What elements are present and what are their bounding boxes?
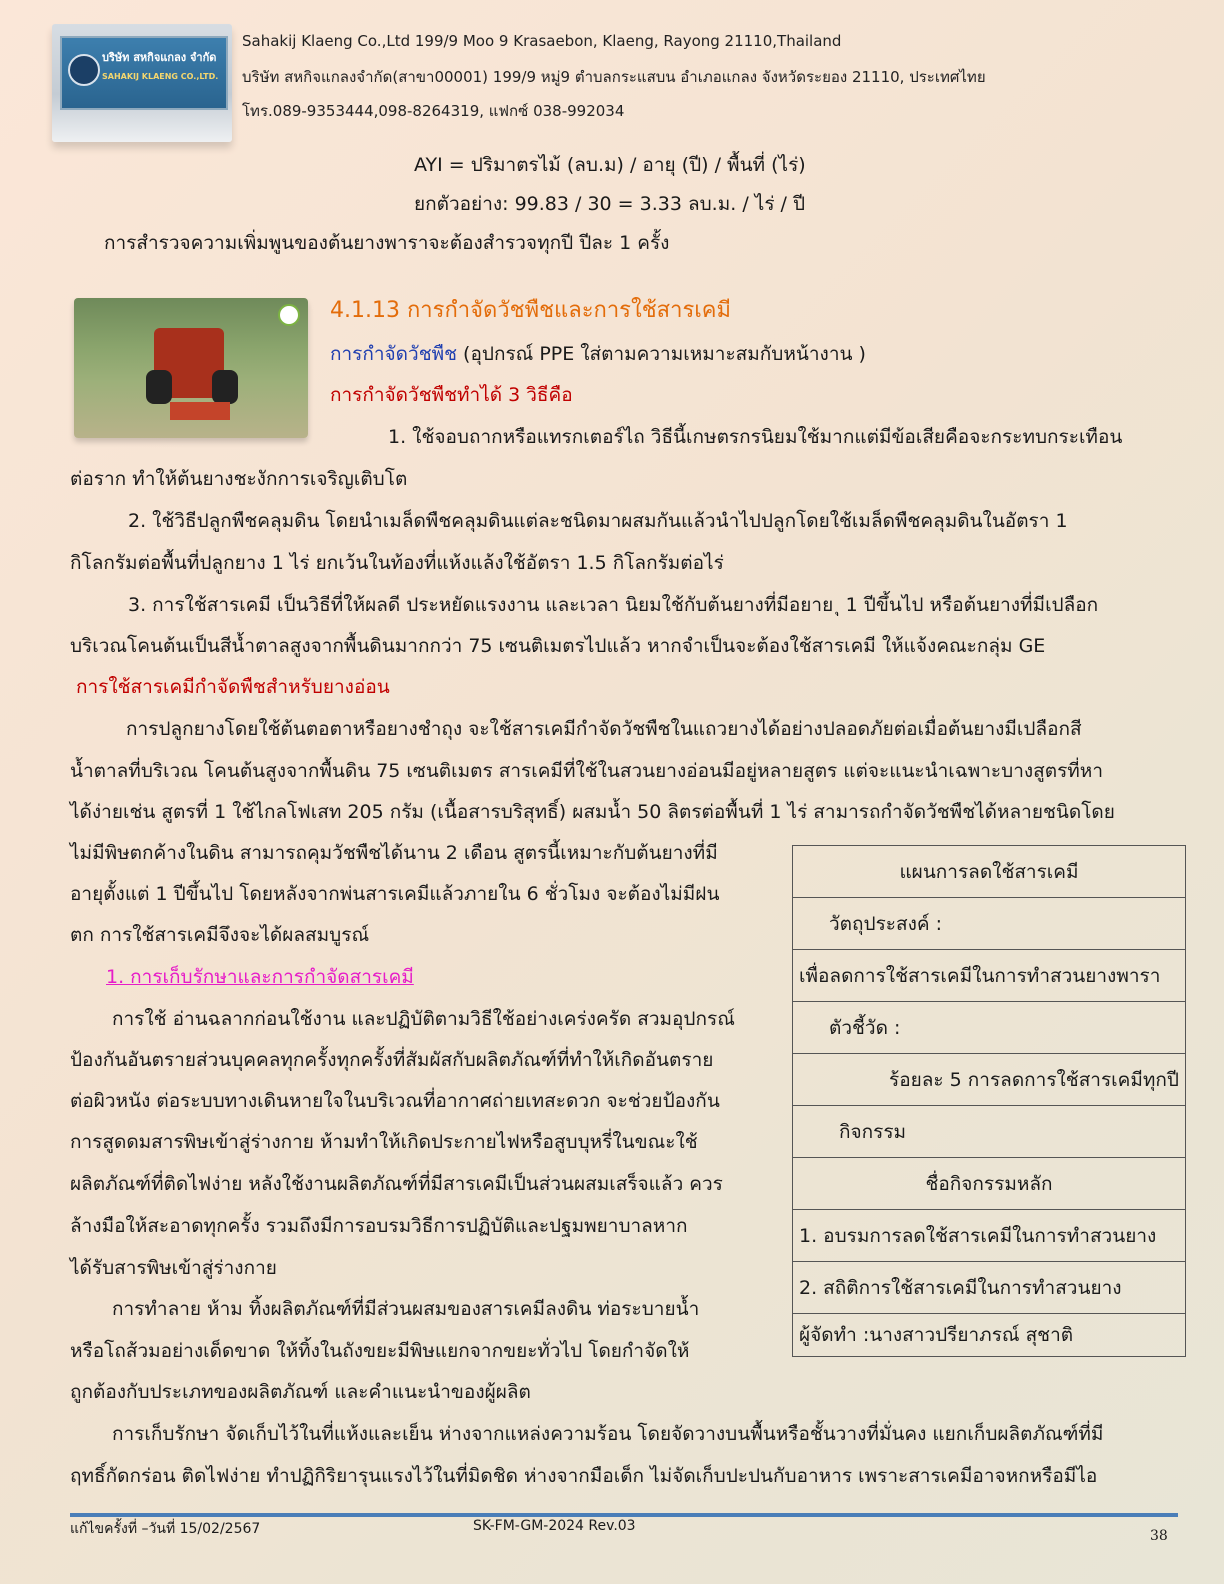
use-para-line-6: ล้างมือให้สะอาดทุกครั้ง รวมถึงมีการอบรมวิธีการปฏิบัติและปฐมพยาบาลหาก bbox=[70, 1215, 688, 1237]
young-rubber-heading: การใช้สารเคมีกำจัดพืชสำหรับยางอ่อน bbox=[76, 676, 390, 698]
table-row bbox=[793, 1262, 1186, 1314]
objective-value: เพื่อลดการใช้สารเคมีในการทำสวนยางพารา bbox=[793, 950, 1186, 1002]
objective-label: วัตถุประสงค์ : bbox=[793, 898, 1186, 950]
weed-control-label: การกำจัดวัชพืช bbox=[330, 343, 458, 365]
table-row bbox=[793, 1158, 1186, 1210]
company-sign bbox=[60, 36, 228, 110]
mower-attachment bbox=[170, 402, 230, 420]
keeping-line-2: ฤทธิ์กัดกร่อน ติดไฟง่าย ทำปฏิกิริยารุนแรงไว้ในที่มิดชิด ห่างจากมือเด็ก ไม่จัดเก็บปะปนกับอาหาร เพราะสารเคมีอาจหกหรือมีไอ bbox=[70, 1465, 1098, 1487]
use-para-line-3: ต่อผิวหนัง ต่อระบบทางเดินหายใจในบริเวณที่อากาศถ่ายเทสะดวก จะช่วยป้องกัน bbox=[70, 1090, 720, 1112]
table-row bbox=[793, 898, 1186, 950]
table-row bbox=[793, 1054, 1186, 1106]
document-code: SK-FM-GM-2024 Rev.03 bbox=[473, 1518, 636, 1534]
tractor-wheel bbox=[212, 370, 238, 404]
indicator-value: ร้อยละ 5 การลดการใช้สารเคมีทุกปี bbox=[793, 1054, 1186, 1106]
company-seal-icon bbox=[68, 54, 100, 86]
tractor-photo bbox=[74, 298, 308, 438]
logo-text-en: SAHAKIJ KLAENG CO.,LTD. bbox=[102, 72, 219, 81]
section-heading: 4.1.13 การกำจัดวัชพืชและการใช้สารเคมี bbox=[330, 298, 732, 323]
method-2-line-2: กิโลกรัมต่อพื้นที่ปลูกยาง 1 ไร่ ยกเว้นในท้องที่แห้งแล้งใช้อัตรา 1.5 กิโลกรัมต่อไร่ bbox=[70, 552, 724, 574]
method-1-line-2: ต่อราก ทำให้ต้นยางชะงักการเจริญเติบโต bbox=[70, 468, 408, 490]
tractor-wheel bbox=[146, 370, 172, 404]
ppe-note: (อุปกรณ์ PPE ใส่ตามความเหมาะสมกับหน้างาน ) bbox=[457, 343, 866, 365]
activity-2: 2. สถิติการใช้สารเคมีในการทำสวนยาง bbox=[793, 1262, 1186, 1314]
survey-note: การสำรวจความเพิ่มพูนของต้นยางพาราจะต้องสำรวจทุกปี ปีละ 1 ครั้ง bbox=[104, 232, 670, 254]
method-3-line-2: บริเวณโคนต้นเป็นสีน้ำตาลสูงจากพื้นดินมากกว่า 75 เซนติเมตรไปแล้ว หากจำเป็นจะต้องใช้สารเคมี ให้แจ้งคณะกลุ่ม GE bbox=[70, 635, 1046, 657]
table-row bbox=[793, 846, 1186, 898]
header-address-th: บริษัท สหกิจแกลงจำกัด(สาขา00001) 199/9 หมู่9 ตำบลกระแสบน อำเภอแกลง จังหวัดระยอง 21110, ประเทศไทย bbox=[242, 68, 986, 86]
table-row bbox=[793, 950, 1186, 1002]
revision-info: แก้ไขครั้งที่ –วันที่ 15/02/2567 bbox=[70, 1521, 261, 1537]
main-activity-label: ชื่อกิจกรรมหลัก bbox=[793, 1158, 1186, 1210]
indicator-label: ตัวชี้วัด : bbox=[793, 1002, 1186, 1054]
disposal-line-3: ถูกต้องกับประเภทของผลิตภัณฑ์ และคำแนะนำของผู้ผลิต bbox=[70, 1381, 531, 1403]
table-row bbox=[793, 1314, 1186, 1357]
activity-1: 1. อบรมการลดใช้สารเคมีในการทำสวนยาง bbox=[793, 1210, 1186, 1262]
young-para-line-1: การปลูกยางโดยใช้ต้นตอตาหรือยางชำถุง จะใช้สารเคมีกำจัดวัชพืชในแถวยางได้อย่างปลอดภัยต่อเมื่อต้นยางมีเปลือกสี bbox=[126, 718, 1082, 740]
formula-example: ยกตัวอย่าง: 99.83 / 30 = 3.33 ลบ.ม. / ไร่ / ปี bbox=[414, 193, 806, 215]
young-para-line-5: อายุตั้งแต่ 1 ปีขึ้นไป โดยหลังจากพ่นสารเคมีแล้วภายใน 6 ชั่วโมง จะต้องไม่มีฝน bbox=[70, 883, 720, 905]
young-para-line-6: ตก การใช้สารเคมีจึงจะได้ผลสมบูรณ์ bbox=[70, 924, 370, 946]
keeping-line-1: การเก็บรักษา จัดเก็บไว้ในที่แห้งและเย็น ห่างจากแหล่งความร้อน โดยจัดวางบนพื้นหรือชั้นวางที่มั่นคง แยกเก็บผลิตภัณฑ์ที่มี bbox=[112, 1423, 1104, 1445]
young-para-line-3: ได้ง่ายเช่น สูตรที่ 1 ใช้ไกลโฟเสท 205 กรัม (เนื้อสารบริสุทธิ์) ผสมน้ำ 50 ลิตรต่อพื้นที่ 1 ไร่ สามารถกำจัดวัชพืชได้หลายชนิดโดย bbox=[70, 801, 1115, 823]
weed-control-subheading bbox=[330, 339, 866, 369]
header-contact: โทร.089-9353444,098-8264319, แฟกซ์ 038-992034 bbox=[242, 102, 625, 120]
method-2-line-1: 2. ใช้วิธีปลูกพืชคลุมดิน โดยนำเมล็ดพืชคลุมดินแต่ละชนิดมาผสมกันแล้วนำไปปลูกโดยใช้เมล็ดพืชคลุมดินในอัตรา 1 bbox=[128, 510, 1068, 532]
disposal-line-1: การทำลาย ห้าม ทิ้งผลิตภัณฑ์ที่มีส่วนผสมของสารเคมีลงดิน ท่อระบายน้ำ bbox=[112, 1298, 700, 1320]
header-address-en: Sahakij Klaeng Co.,Ltd 199/9 Moo 9 Krasaebon, Klaeng, Rayong 21110,Thailand bbox=[242, 32, 842, 50]
page-number: 38 bbox=[1150, 1528, 1168, 1544]
use-para-line-5: ผลิตภัณฑ์ที่ติดไฟง่าย หลังใช้งานผลิตภัณฑ์ที่มีสารเคมีเป็นส่วนผสมเสร็จแล้ว ควร bbox=[70, 1173, 723, 1195]
use-para-line-4: การสูดดมสารพิษเข้าสู่ร่างกาย ห้ามทำให้เกิดประกายไฟหรือสูบบุหรี่ในขณะใช้ bbox=[70, 1131, 698, 1153]
activity-label: กิจกรรม bbox=[793, 1106, 1186, 1158]
footer-divider bbox=[70, 1513, 1178, 1517]
formula-ayi: AYI = ปริมาตรไม้ (ลบ.ม) / อายุ (ปี) / พื้นที่ (ไร่) bbox=[414, 154, 806, 176]
methods-heading: การกำจัดวัชพืชทำได้ 3 วิธีคือ bbox=[330, 384, 573, 406]
leaf-badge-icon bbox=[278, 304, 300, 326]
company-logo-photo bbox=[52, 24, 232, 142]
author: ผู้จัดทำ :นางสาวปรียาภรณ์ สุชาติ bbox=[793, 1314, 1186, 1357]
storage-heading-link[interactable]: 1. การเก็บรักษาและการกำจัดสารเคมี bbox=[106, 966, 414, 988]
table-row bbox=[793, 1106, 1186, 1158]
table-row bbox=[793, 1210, 1186, 1262]
method-3-line-1: 3. การใช้สารเคมี เป็นวิธีที่ให้ผลดี ประหยัดแรงงาน และเวลา นิยมใช้กับต้นยางที่มีอยาย ุ 1 ปีขึ้นไป หรือต้นยางที่มีเปลือก bbox=[128, 594, 1099, 616]
young-para-line-2: น้ำตาลที่บริเวณ โคนต้นสูงจากพื้นดิน 75 เซนติเมตร สารเคมีที่ใช้ในสวนยางอ่อนมีอยู่หลายสูตร แต่จะแนะนำเฉพาะบางสูตรที่หา bbox=[70, 760, 1103, 782]
logo-text: บริษัท สหกิจแกลง จำกัด bbox=[102, 51, 217, 64]
plan-title: แผนการลดใช้สารเคมี bbox=[793, 846, 1186, 898]
chemical-reduction-plan-table bbox=[792, 845, 1186, 1357]
table-row bbox=[793, 1002, 1186, 1054]
method-1-line-1: 1. ใช้จอบถากหรือแทรกเตอร์ไถ วิธีนี้เกษตรกรนิยมใช้มากแต่มีข้อเสียคือจะกระทบกระเทือน bbox=[388, 426, 1123, 448]
use-para-line-1: การใช้ อ่านฉลากก่อนใช้งาน และปฏิบัติตามวิธีใช้อย่างเคร่งครัด สวมอุปกรณ์ bbox=[112, 1008, 735, 1030]
use-para-line-2: ป้องกันอันตรายส่วนบุคคลทุกครั้งทุกครั้งที่สัมผัสกับผลิตภัณฑ์ที่ทำให้เกิดอันตราย bbox=[70, 1049, 714, 1071]
disposal-line-2: หรือโถส้วมอย่างเด็ดขาด ให้ทิ้งในถังขยะมีพิษแยกจากขยะทั่วไป โดยกำจัดให้ bbox=[70, 1340, 690, 1362]
use-para-line-7: ได้รับสารพิษเข้าสู่ร่างกาย bbox=[70, 1257, 277, 1279]
young-para-line-4: ไม่มีพิษตกค้างในดิน สามารถคุมวัชพืชได้นาน 2 เดือน สูตรนี้เหมาะกับต้นยางที่มี bbox=[70, 842, 718, 864]
